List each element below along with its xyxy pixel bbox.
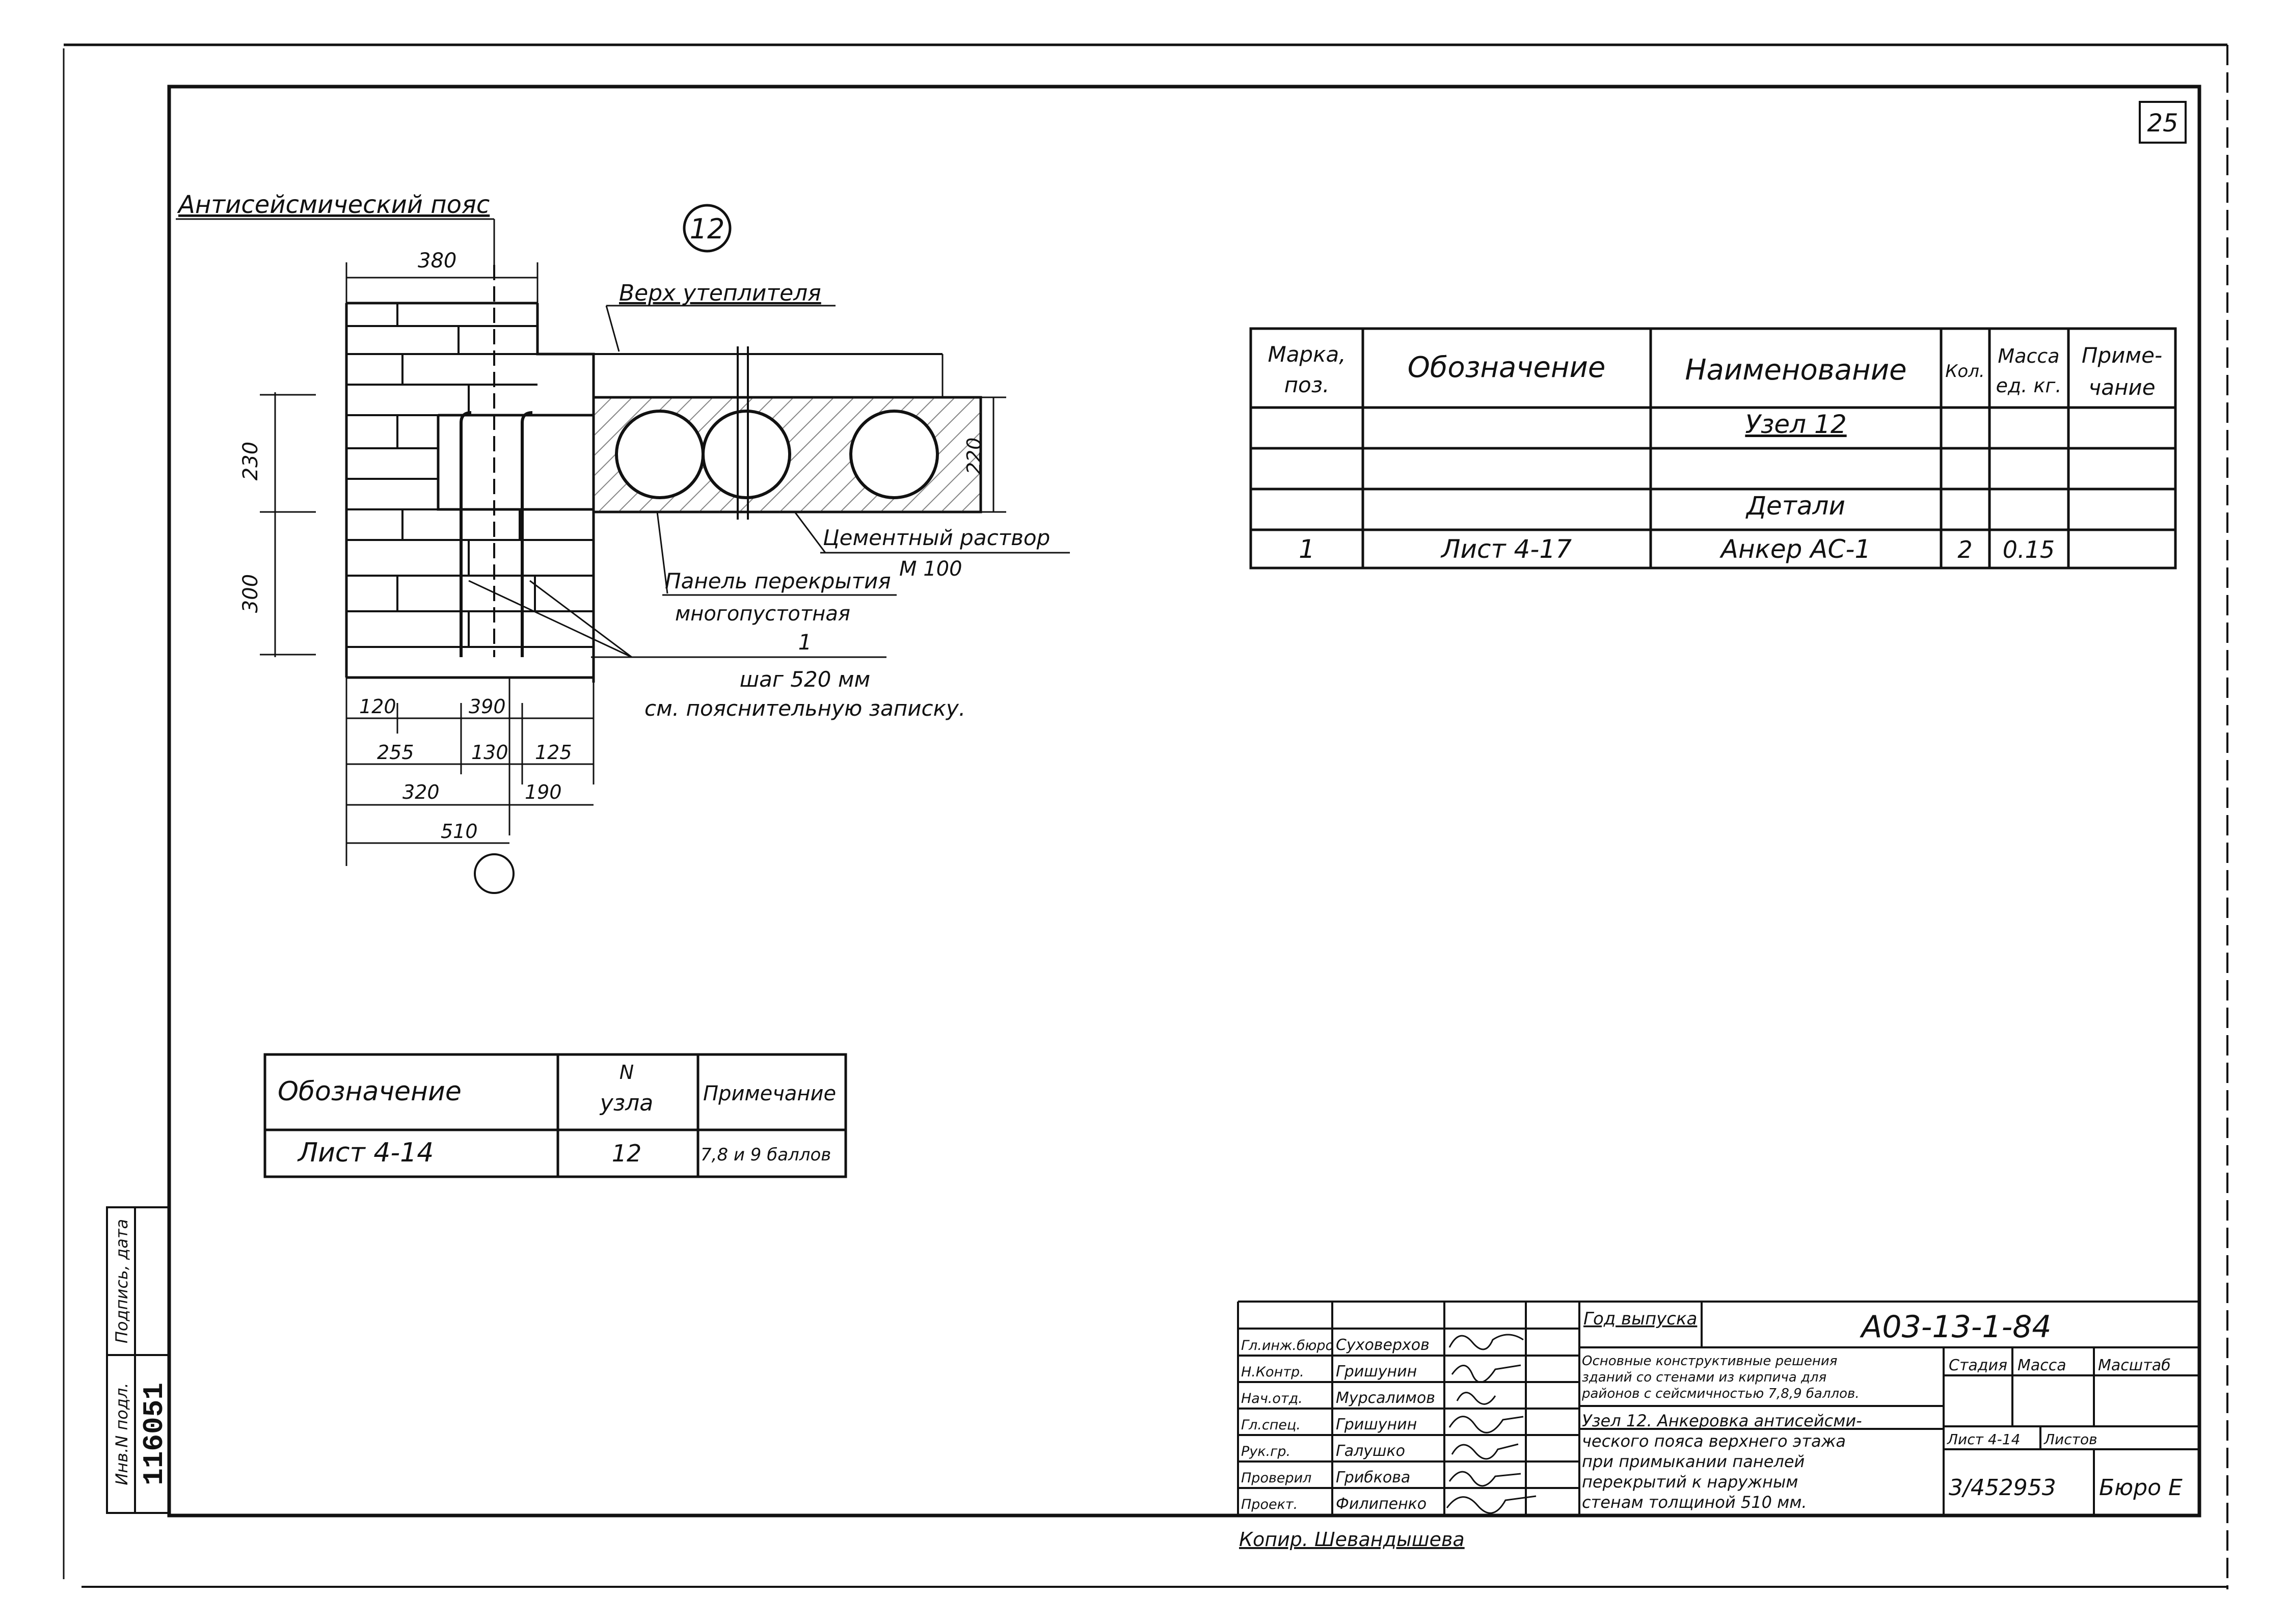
ref-hdr-designation: Обозначение [278, 1076, 462, 1107]
ref-hdr-note: Примечание [703, 1082, 837, 1105]
tb-role-1: Н.Контр. [1241, 1364, 1304, 1380]
label-cement-grade: М 100 [899, 557, 962, 581]
tb-title-node-1: Узел 12. Анкеровка антисейсми- [1582, 1411, 1862, 1430]
tb-sheet-label: Лист 4-14 [1947, 1431, 2021, 1448]
tb-name-5: Грибкова [1336, 1469, 1411, 1486]
sheet-frame [64, 45, 2227, 1589]
row-details-title: Детали [1746, 491, 1846, 521]
tb-role-2: Нач.отд. [1241, 1391, 1303, 1406]
label-insulation-top: Верх утеплителя [619, 280, 821, 306]
tb-name-4: Галушко [1336, 1442, 1405, 1460]
tb-name-1: Гришунин [1336, 1363, 1417, 1381]
brick-wall [346, 303, 594, 683]
sheet-number: 25 [2147, 109, 2178, 138]
tb-bureau: Бюро Е [2099, 1475, 2183, 1501]
node-marker [684, 205, 730, 251]
dim-125-label: 125 [535, 741, 572, 764]
sheet-number-box [2140, 102, 2186, 143]
margin-sign-label: Подпись, дата [112, 1219, 131, 1344]
floor-panel [540, 346, 981, 520]
tb-title-general-2: зданий со стенами из кирпича для [1582, 1370, 1827, 1385]
tb-title-node-5: стенам толщиной 510 мм. [1582, 1493, 1807, 1512]
hdr-mark-2: поз. [1284, 372, 1330, 397]
tb-title-general-3: районов с сейсмичностью 7,8,9 баллов. [1582, 1386, 1860, 1401]
section-detail [176, 191, 1070, 893]
row-name: Анкер АС-1 [1720, 534, 1871, 564]
ref-designation: Лист 4-14 [298, 1138, 434, 1168]
tb-role-0: Гл.инж.бюро [1241, 1338, 1334, 1354]
tb-scale-label: Масштаб [2098, 1357, 2171, 1374]
tb-name-2: Мурсалимов [1336, 1389, 1435, 1407]
tb-role-5: Проверил [1241, 1470, 1312, 1486]
tb-year-label: Год выпуска [1583, 1309, 1698, 1329]
tb-stage-label: Стадия [1949, 1357, 2008, 1374]
ref-hdr-node-1: N [619, 1061, 634, 1084]
ref-table [265, 1054, 846, 1177]
dim-300-label: 300 [239, 574, 262, 613]
title-block [1238, 1302, 2199, 1551]
dim-vertical-left [260, 392, 316, 657]
hdr-mark-1: Марка, [1268, 342, 1346, 367]
tb-title-general-1: Основные конструктивные решения [1582, 1354, 1838, 1369]
axis-bubble [475, 854, 514, 893]
ref-hdr-node-2: узла [600, 1090, 654, 1116]
row-node-title: Узел 12 [1745, 410, 1847, 439]
tb-sheets-label: Листов [2044, 1431, 2097, 1448]
label-step: шаг 520 мм [739, 667, 871, 692]
tb-role-4: Рук.гр. [1241, 1444, 1291, 1459]
hdr-mass-1: Масса [1998, 345, 2060, 367]
tb-name-3: Гришунин [1336, 1416, 1417, 1433]
label-panel-1: Панель перекрытия [665, 569, 891, 593]
left-margin-stamp [107, 1207, 171, 1513]
tb-name-6: Филипенко [1336, 1495, 1427, 1513]
tb-archive: 3/452953 [1949, 1475, 2056, 1501]
tb-role-6: Проект. [1241, 1497, 1298, 1512]
tb-mass-label: Масса [2017, 1357, 2066, 1374]
row-designation: Лист 4-17 [1441, 534, 1572, 564]
row-mark: 1 [1299, 534, 1315, 564]
ref-note: 7,8 и 9 баллов [701, 1145, 831, 1165]
spec-table [1251, 329, 2175, 568]
dim-130-label: 130 [471, 741, 508, 764]
dim-120-label: 120 [359, 695, 396, 718]
margin-inv-label: Инв.N подл. [112, 1383, 131, 1485]
label-callout-number: 1 [798, 630, 812, 655]
dim-380-label: 380 [418, 249, 457, 273]
hdr-mass-2: ед. кг. [1996, 374, 2062, 397]
dim-255-label: 255 [377, 741, 414, 764]
tb-name-0: Суховерхов [1336, 1336, 1430, 1354]
rebar-anchors [461, 265, 532, 657]
hdr-name: Наименование [1685, 354, 1907, 387]
tb-title-node-3: при примыкании панелей [1582, 1452, 1805, 1471]
tb-role-3: Гл.спец. [1241, 1417, 1301, 1433]
node-marker-number: 12 [689, 213, 725, 245]
tb-copied: Копир. Шевандышева [1239, 1528, 1465, 1551]
dim-320-label: 320 [402, 781, 440, 803]
margin-inv-number: 116051 [138, 1383, 171, 1485]
hdr-designation: Обозначение [1407, 351, 1606, 384]
dim-230-label: 230 [239, 441, 262, 481]
label-panel-2: многопустотная [675, 602, 850, 626]
label-see-note: см. пояснительную записку. [644, 696, 966, 721]
hdr-note-1: Приме- [2081, 343, 2163, 368]
label-cement-mortar: Цементный раствор [823, 525, 1051, 550]
row-qty: 2 [1957, 536, 1973, 563]
signatures [1447, 1335, 1536, 1513]
tb-code: А03-13-1-84 [1861, 1309, 2052, 1345]
dim-510-label: 510 [441, 820, 478, 843]
dim-390-label: 390 [469, 695, 506, 718]
dim-220-label: 220 [963, 437, 985, 475]
tb-title-node-2: ческого пояса верхнего этажа [1582, 1431, 1846, 1451]
tb-title-node-4: перекрытий к наружным [1582, 1472, 1798, 1492]
dim-190-label: 190 [525, 781, 562, 803]
hdr-note-2: чание [2088, 375, 2156, 400]
label-antiseismic-belt: Антисейсмический пояс [178, 191, 490, 219]
row-mass: 0.15 [2002, 536, 2055, 563]
ref-node: 12 [611, 1140, 642, 1167]
hdr-qty: Кол. [1945, 361, 1985, 382]
